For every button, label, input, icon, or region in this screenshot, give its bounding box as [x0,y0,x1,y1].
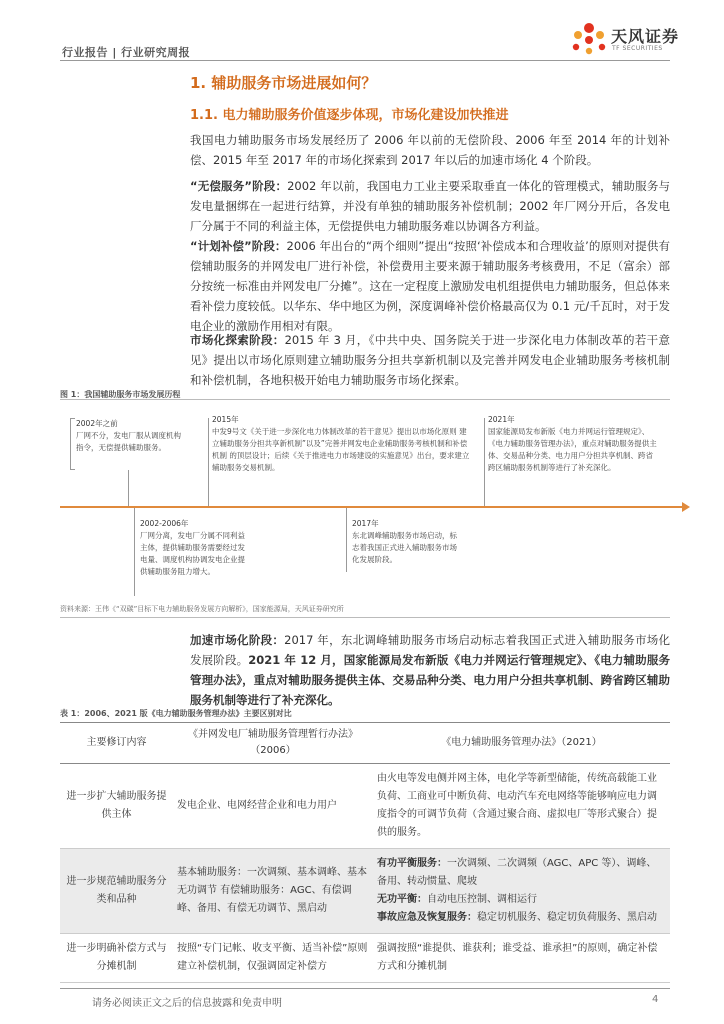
figure-title: 图 1：我国辅助服务市场发展历程 [60,390,181,399]
comparison-table [60,722,670,983]
table-cell-topic: 进一步明确补偿方式与分摊机制 [60,934,173,983]
paragraph-body: 2002 年以前，我国电力工业主要采取垂直一体化的管理模式，辅助服务与发电量捆绑在一起进行结算，并没有单独的辅助服务补偿机制；2002 年厂网分开后，各发电厂分属于不同的利益主体，无偿提供电力辅助服务难以协调各方利益。 [190,179,670,233]
paragraph-highlight: 2021 年 12 月，国家能源局发布新版《电力并网运行管理规定》、《电力辅助服务管理办法》，重点对辅助服务提供主体、交易品种分类、电力用户分担共享机制、跨省跨区辅助服务机制等进行了补充深化。 [190,653,670,707]
table-header-row [60,723,670,764]
paragraph-accelerated-stage [190,630,670,710]
event-year: 2002-2006年 [140,519,189,528]
paragraph-body: 2006 年出台的“两个细则”提出“按照‘补偿成本和合理收益’的原则对提供有偿辅助服务的并网发电厂进行补偿，补偿费用主要来源于辅助服务考核费用，不足（富余）部分按统一标准由并网发电厂分摊”。这在一定程度上激励发电机组提供电力辅助服务，但总体来看补偿力度较低。以华东、华中地区为例，深度调峰补偿价格最高仅为 0.1 元/千瓦时，对于发电企业的激励作用相对有限。 [190,239,670,333]
event-text: 厂网不分，发电厂服从调度机构指令，无偿提供辅助服务。 [76,431,181,452]
column-header: 《电力辅助服务管理办法》（2021） [373,723,670,764]
timeline-event-2021 [488,414,660,474]
timeline-connector [134,508,135,596]
timeline-bracket [70,418,75,470]
paragraph-lead: “无偿服务”阶段： [190,179,288,193]
paragraph-intro: 我国电力辅助服务市场发展经历了 2006 年以前的无偿阶段、2006 年至 2014 年的计划补偿、2015 年至 2017 年的市场化探索到 2017 年以后的加速市场化 4 个阶段。 [190,133,670,167]
table-cell-2006: 发电企业、电网经营企业和电力用户 [173,764,373,849]
service-category-label: 有功平衡服务： [377,858,447,869]
paragraph-body: 2017 年，东北调峰辅助服务市场启动标志着我国正式进入辅助服务市场化发展阶段。 [190,633,670,667]
table-cell-2006: 按照“专门记帐、收支平衡、适当补偿”原则建立补偿机制，仅强调固定补偿方 [173,934,373,983]
column-header: 主要修订内容 [60,723,173,764]
footer-divider [60,988,670,989]
service-category [377,891,666,909]
timeline-connector [484,418,485,506]
timeline-event-2017 [352,518,464,566]
timeline-event-2015 [212,414,470,474]
service-category [377,855,666,891]
service-category [377,909,666,927]
paragraph-lead: 市场化探索阶段： [190,333,285,347]
service-category-items: 自动电压控制、调相运行 [427,894,537,905]
logo-name: 天风证券 [611,27,680,46]
column-header: 《并网发电厂辅助服务管理暂行办法》（2006） [173,723,373,764]
timeline-event-2002 [76,418,188,454]
service-category-label: 无功平衡： [377,894,427,905]
footer-disclaimer: 请务必阅读正文之后的信息披露和免责申明 [92,998,282,1009]
section-heading: 1. 辅助服务市场进展如何？ [190,74,377,92]
event-year: 2021年 [488,415,515,424]
paragraph-planned-stage [190,236,670,336]
timeline-connector [208,418,209,506]
logo-english: TF SECURITIES [612,45,663,52]
service-category-items: 一次调频、二次调频（AGC、APC 等）、调峰、备用、转动惯量、爬坡 [377,858,657,887]
timeline-axis [60,506,685,508]
event-text: 国家能源局发布新版《电力并网运行管理规定》、《电力辅助服务管理办法》，重点对辅助服务提供主体、交易品种分类、电力用户分担共享机制、跨省跨区辅助服务机制等进行了补充深化。 [488,427,657,472]
event-text: 东北调峰辅助服务市场启动，标志着我国正式进入辅助服务市场化发展阶段。 [352,531,457,564]
paragraph-unpaid-stage [190,176,670,236]
table-row [60,764,670,849]
report-category: 行业报告 | 行业研究周报 [62,46,191,59]
subsection-heading: 1.1. 电力辅助服务价值逐步体现，市场化建设加快推进 [190,108,509,123]
event-text: 中发9号文《关于进一步深化电力体制改革的若干意见》提出以市场化原则 建立辅助服务分担共享新机制”以及”完善并网发电企业辅助服务考核机制和补偿机制 的顶层设计；后续《关于推进电力市场建设的实施意见》出台，要求建立辅助服务交易机制。 [212,427,470,472]
paragraph-exploration-stage [190,330,670,390]
figure-source: 资料来源：王伟《“双碳”目标下电力辅助服务发展方向解析》，国家能源局，天风证券研究所 [60,605,344,613]
service-category-items: 稳定切机服务、稳定切负荷服务、黑启动 [477,912,657,923]
source-divider [60,617,670,618]
service-category-label: 事故应急及恢复服务： [377,912,477,923]
company-logo-icon [570,22,608,58]
table-cell-2006: 基本辅助服务：一次调频、基本调峰、基本无功调节 有偿辅助服务：AGC、有偿调峰、备用、有偿无功调节、黑启动 [173,849,373,934]
event-year: 2015年 [212,415,239,424]
paragraph-body: 2015 年 3 月，《中共中央、国务院关于进一步深化电力体制改革的若干意见》提出以市场化原则建立辅助服务分担共享新机制以及完善并网发电企业辅助服务考核机制和补偿机制，各地积极开始电力辅助服务市场化探索。 [190,333,671,387]
timeline-arrow-icon [682,502,690,512]
table-row [60,849,670,934]
table-title: 表 1：2006、2021 版《电力辅助服务管理办法》主要区别对比 [60,709,292,718]
event-year: 2002年之前 [76,419,118,428]
figure-divider [60,399,670,400]
table-row [60,934,670,983]
page-number: 4 [652,994,659,1005]
table-cell-2021 [373,849,670,934]
header-divider [60,60,670,61]
event-text: 厂网分离，发电厂分属不同利益主体，提供辅助服务需要经过发电量、调度机构协调发电企业提供辅助服务阻力增大。 [140,531,245,576]
table-cell-topic: 进一步规范辅助服务分类和品种 [60,849,173,934]
table-cell-2021: 由火电等发电侧并网主体，电化学等新型储能，传统高载能工业负荷、工商业可中断负荷、电动汽车充电网络等能够响应电力调度指令的可调节负荷（含通过聚合商、虚拟电厂等形式聚合）提供的服务。 [373,764,670,849]
timeline-connector [346,508,347,572]
table-cell-topic: 进一步扩大辅助服务提供主体 [60,764,173,849]
timeline-connector [128,470,129,506]
table-cell-2021: 强调按照“谁提供、谁获利；谁受益、谁承担”的原则，确定补偿方式和分摊机制 [373,934,670,983]
event-year: 2017年 [352,519,379,528]
paragraph-lead: “计划补偿”阶段： [190,239,287,253]
timeline-event-2002-2006 [140,518,252,578]
paragraph-lead: 加速市场化阶段： [190,633,285,647]
